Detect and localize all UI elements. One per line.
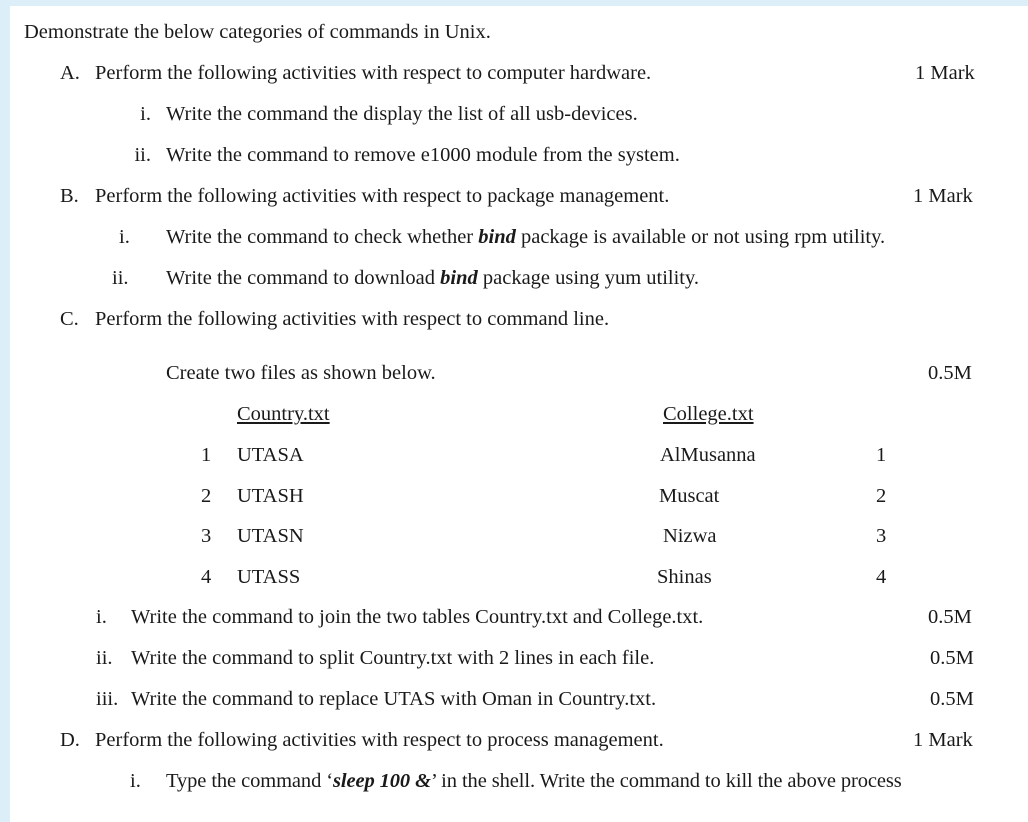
section-c-item-2-text: Write the command to split Country.txt with 2 lines in each file.	[131, 647, 655, 669]
create-files-instruction: Create two files as shown below.	[166, 362, 436, 384]
section-c-item-3-marks: 0.5M	[930, 688, 974, 710]
section-d-text: Perform the following activities with respect to process management.	[95, 729, 664, 751]
country-line-number: 3	[201, 525, 212, 547]
country-cell: UTASS	[237, 566, 301, 588]
section-d-marks: 1 Mark	[913, 729, 973, 751]
section-b-item-1-num: i.	[119, 226, 130, 248]
college-cell: AlMusanna	[660, 444, 756, 466]
college-cell: Nizwa	[663, 525, 717, 547]
section-c-item-1-marks: 0.5M	[928, 606, 972, 628]
college-line-number: 2	[876, 485, 887, 507]
bind-package-name: bind	[478, 226, 516, 248]
section-a-marks: 1 Mark	[915, 62, 975, 84]
section-b-item-2-text: Write the command to download bind package using yum utility.	[166, 267, 700, 289]
college-cell: Shinas	[657, 566, 712, 588]
country-line-number: 1	[201, 444, 212, 466]
college-cell: Muscat	[659, 485, 720, 507]
document-page	[10, 6, 1028, 822]
section-a-item-2-text: Write the command to remove e1000 module from the system.	[166, 144, 680, 166]
section-d-item-1-num: i.	[130, 770, 141, 792]
section-a-item-2-num: ii.	[134, 144, 151, 166]
document-heading: Demonstrate the below categories of commands in Unix.	[24, 21, 491, 43]
college-line-number: 3	[876, 525, 887, 547]
section-c-item-1-text: Write the command to join the two tables Country.txt and College.txt.	[131, 606, 704, 628]
section-c-text: Perform the following activities with respect to command line.	[95, 308, 610, 330]
section-a-item-1-text: Write the command the display the list of all usb-devices.	[166, 103, 638, 125]
country-cell: UTASN	[237, 525, 304, 547]
section-b-item-1-text: Write the command to check whether bind package is available or not using rpm utility.	[166, 226, 886, 248]
section-a-item-1-num: i.	[140, 103, 151, 125]
section-c-label: C.	[60, 308, 79, 330]
country-file-header: Country.txt	[237, 403, 330, 425]
section-a-text: Perform the following activities with respect to computer hardware.	[95, 62, 652, 84]
country-cell: UTASA	[237, 444, 304, 466]
section-b-item-2-num: ii.	[112, 267, 129, 289]
country-line-number: 4	[201, 566, 212, 588]
bind-package-name: bind	[440, 267, 478, 289]
sleep-command: sleep 100 &	[332, 770, 431, 792]
create-files-marks: 0.5M	[928, 362, 972, 384]
section-d-item-1-text: Type the command ‘sleep 100 &’ in the shell. Write the command to kill the above process	[166, 770, 902, 792]
section-c-item-3-num: iii.	[96, 688, 119, 710]
section-c-item-3-text: Write the command to replace UTAS with Oman in Country.txt.	[131, 688, 657, 710]
section-c-item-1-num: i.	[96, 606, 107, 628]
country-line-number: 2	[201, 485, 212, 507]
section-c-item-2-num: ii.	[96, 647, 113, 669]
section-c-item-2-marks: 0.5M	[930, 647, 974, 669]
section-d-label: D.	[60, 729, 80, 751]
college-line-number: 4	[876, 566, 887, 588]
section-a-label: A.	[60, 62, 80, 84]
college-line-number: 1	[876, 444, 887, 466]
section-b-text: Perform the following activities with respect to package management.	[95, 185, 670, 207]
college-file-header: College.txt	[663, 403, 754, 425]
section-b-marks: 1 Mark	[913, 185, 973, 207]
section-b-label: B.	[60, 185, 79, 207]
country-cell: UTASH	[237, 485, 304, 507]
